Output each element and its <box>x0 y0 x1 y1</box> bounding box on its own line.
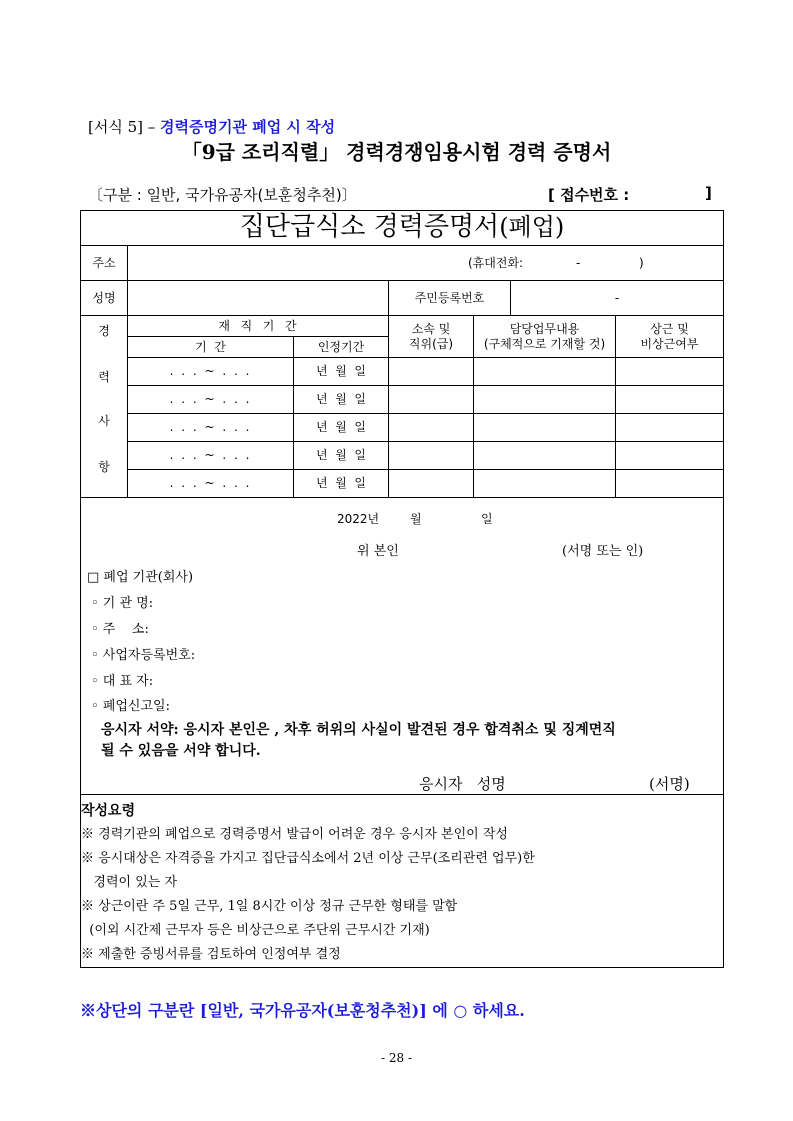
id-number-separator: - <box>614 290 620 305</box>
guide-line: ※ 제출한 증빙서류를 검토하여 인정여부 결정 <box>81 947 341 962</box>
receipt-number-label: [ 접수번호 : <box>548 186 630 204</box>
fulltime-cell[interactable] <box>616 470 724 498</box>
period-cell[interactable]: . . . ~ . . . <box>128 386 294 414</box>
table-row <box>81 414 724 442</box>
recognized-cell[interactable]: 년 월 일 <box>294 414 389 442</box>
certificate-table <box>80 210 724 968</box>
guide-line: ※ 상근이란 주 5일 근무, 1일 8시간 이상 정규 근무한 형태를 말함 <box>81 899 458 914</box>
receipt-close-bracket: ] <box>705 184 712 202</box>
career-char: 항 <box>98 460 110 474</box>
name-label: 성명 <box>81 281 128 316</box>
form-number: [서식 5] – <box>88 118 156 136</box>
fulltime-cell[interactable] <box>616 414 724 442</box>
affiliation-cell[interactable] <box>389 470 474 498</box>
writing-guide <box>81 795 724 968</box>
self-label: 위 본인 <box>357 544 399 559</box>
affiliation-cell[interactable] <box>389 358 474 386</box>
phone-close: ) <box>639 256 644 270</box>
business-reg-field[interactable]: ◦ 사업자등록번호: <box>91 648 196 663</box>
affiliation-cell[interactable] <box>389 442 474 470</box>
certificate-title-main: 집단급식소 경력증명서 <box>239 212 500 243</box>
recognized-cell[interactable]: 년 월 일 <box>294 470 389 498</box>
closure-date-field[interactable]: ◦ 폐업신고일: <box>91 699 170 714</box>
guide-line: 경력이 있는 자 <box>81 875 178 890</box>
table-row <box>81 358 724 386</box>
guide-line: (이외 시간제 근무자 등은 비상근으로 주단위 근무시간 기재) <box>81 923 430 938</box>
address-field[interactable] <box>128 246 724 281</box>
duties-header: 담당업무내용 (구체적으로 기재할 것) <box>474 316 616 358</box>
table-row <box>81 470 724 498</box>
career-char: 력 <box>98 370 110 384</box>
date-year: 2022년 <box>337 512 380 526</box>
applicant-sign-label: (서명) <box>649 775 690 793</box>
period-cell[interactable]: . . . ~ . . . <box>128 414 294 442</box>
recognized-header: 인정기간 <box>294 337 389 358</box>
org-name-field[interactable]: ◦ 기 관 명: <box>91 596 154 611</box>
table-row <box>81 442 724 470</box>
org-address-field[interactable]: ◦ 주 소: <box>91 622 149 637</box>
phone-separator: - <box>576 256 581 270</box>
applicant-name-label: 응시자 성명 <box>419 775 506 793</box>
career-char: 경 <box>98 324 110 338</box>
date-month: 월 <box>410 512 422 526</box>
table-row <box>81 386 724 414</box>
period-cell[interactable]: . . . ~ . . . <box>128 442 294 470</box>
duties-cell[interactable] <box>474 470 616 498</box>
name-field[interactable] <box>128 281 389 316</box>
fulltime-cell[interactable] <box>616 442 724 470</box>
guide-line: ※ 경력기관의 폐업으로 경력증명서 발급이 어려운 경우 응시자 본인이 작성 <box>81 827 508 842</box>
category-line: 〔구분 : 일반, 국가유공자(보훈청추천)〕 <box>88 186 357 204</box>
recognized-cell[interactable]: 년 월 일 <box>294 358 389 386</box>
period-header: 기 간 <box>128 337 294 358</box>
fulltime-cell[interactable] <box>616 386 724 414</box>
address-label: 주소 <box>81 246 128 281</box>
pledge-line: 될 수 있음을 서약 합니다. <box>101 743 261 759</box>
employment-period-header: 재 직 기 간 <box>128 316 389 337</box>
page-number: - 28 - <box>380 1051 412 1065</box>
fulltime-header: 상근 및 비상근여부 <box>616 316 724 358</box>
fulltime-cell[interactable] <box>616 358 724 386</box>
id-number-field[interactable] <box>511 281 724 316</box>
duties-cell[interactable] <box>474 386 616 414</box>
recognized-cell[interactable]: 년 월 일 <box>294 386 389 414</box>
phone-label: (휴대전화: <box>468 256 524 270</box>
pledge-text <box>101 720 616 762</box>
document-title: 「9급 조리직렬」 경력경쟁임용시험 경력 증명서 <box>181 140 612 164</box>
affiliation-header: 소속 및 직위(급) <box>389 316 474 358</box>
date-day: 일 <box>481 512 493 526</box>
closed-org-label: □ 폐업 기관(회사) <box>87 570 194 585</box>
form-note: 경력증명기관 폐업 시 작성 <box>160 118 336 136</box>
period-cell[interactable]: . . . ~ . . . <box>128 358 294 386</box>
id-number-label: 주민등록번호 <box>389 281 511 316</box>
duties-cell[interactable] <box>474 414 616 442</box>
affiliation-cell[interactable] <box>389 414 474 442</box>
guide-line: ※ 응시대상은 자격증을 가지고 집단급식소에서 2년 이상 근무(조리관련 업무)한 <box>81 851 535 866</box>
period-cell[interactable]: . . . ~ . . . <box>128 470 294 498</box>
career-char: 사 <box>98 414 110 428</box>
career-side-label <box>81 316 128 498</box>
declaration-section <box>81 498 724 795</box>
pledge-line: 응시자 서약: 응시자 본인은 , 차후 허위의 사실이 발견된 경우 합격취소 및 징계면직 <box>101 722 616 738</box>
representative-field[interactable]: ◦ 대 표 자: <box>91 674 154 689</box>
duties-cell[interactable] <box>474 442 616 470</box>
certificate-title <box>81 211 724 246</box>
bottom-note: ※상단의 구분란 [일반, 국가유공자(보훈청추천)] 에 ○ 하세요. <box>80 1001 525 1020</box>
certificate-title-paren: (폐업) <box>499 213 565 242</box>
form-number-label <box>88 116 335 137</box>
duties-cell[interactable] <box>474 358 616 386</box>
guide-title: 작성요령 <box>81 803 136 819</box>
affiliation-cell[interactable] <box>389 386 474 414</box>
recognized-cell[interactable]: 년 월 일 <box>294 442 389 470</box>
signature-label: (서명 또는 인) <box>562 544 644 559</box>
